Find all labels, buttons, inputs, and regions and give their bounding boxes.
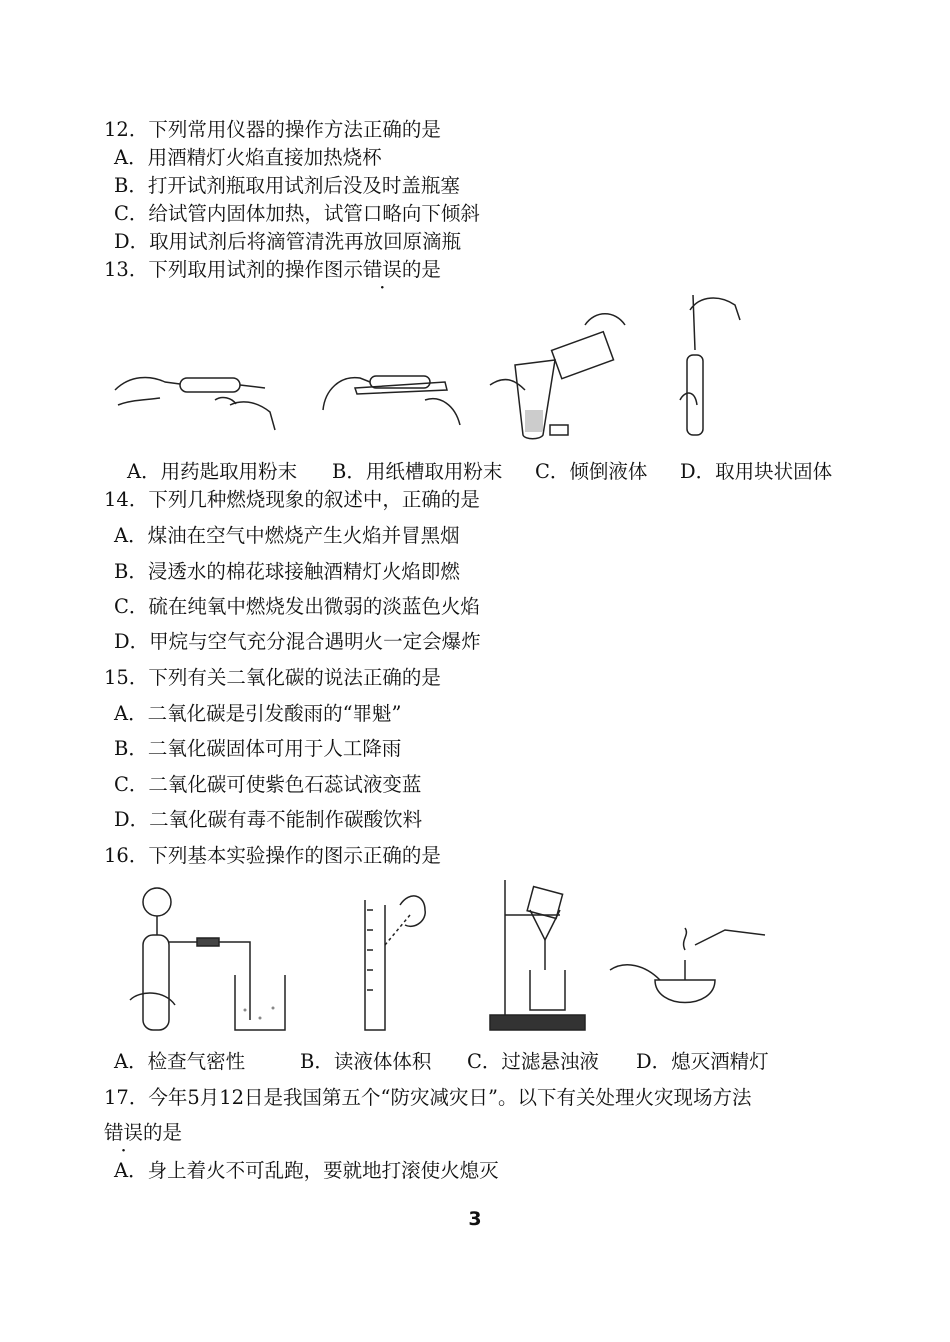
q13-figure-a-spoon	[110, 360, 275, 440]
q14-option-b: B．浸透水的棉花球接触酒精灯火焰即燃	[114, 560, 460, 583]
q12-option-a: A．用酒精灯火焰直接加热烧杯	[114, 146, 382, 169]
page-number: 3	[468, 1208, 482, 1230]
q17-emphasis: 错误	[104, 1121, 144, 1144]
q17-stem-line2	[104, 1121, 182, 1145]
q13-figure-c-pour-liquid	[485, 305, 635, 440]
q15-option-c: C．二氧化碳可使紫色石蕊试液变蓝	[114, 773, 422, 796]
q16-figure-a-airtightness	[125, 880, 285, 1040]
q17-option-a: A．身上着火不可乱跑，要就地打滚使火熄灭	[114, 1159, 499, 1182]
q13-stem-tail: 的是	[401, 258, 441, 281]
q14-option-c: C．硫在纯氧中燃烧发出微弱的淡蓝色火焰	[114, 595, 480, 618]
q13-caption-b: B．用纸槽取用粉末	[332, 460, 503, 483]
q16-stem: 16．下列基本实验操作的图示正确的是	[104, 844, 441, 867]
q13-figure-b-paper-trough	[315, 360, 465, 440]
q15-option-d: D．二氧化碳有毒不能制作碳酸饮料	[114, 808, 423, 831]
q16-figure-b-read-volume	[355, 870, 435, 1035]
q13-caption-d: D．取用块状固体	[680, 460, 833, 483]
q12-stem: 12．下列常用仪器的操作方法正确的是	[104, 118, 441, 141]
q16-figure-d-extinguish-lamp	[605, 900, 775, 1030]
q17-stem-tail: 的是	[143, 1121, 183, 1144]
q13-figure-d-block-solid	[675, 290, 755, 440]
q16-caption-c: C．过滤悬浊液	[467, 1050, 599, 1073]
q16-figure-c-filter	[485, 875, 595, 1035]
q13-caption-a: A．用药匙取用粉末	[127, 460, 298, 483]
q14-option-a: A．煤油在空气中燃烧产生火焰并冒黑烟	[114, 524, 460, 547]
q13-stem-text: 13．下列取用试剂的操作图示	[104, 258, 363, 281]
q15-stem: 15．下列有关二氧化碳的说法正确的是	[104, 666, 441, 689]
q14-stem: 14．下列几种燃烧现象的叙述中，正确的是	[104, 488, 480, 511]
q12-option-d: D．取用试剂后将滴管清洗再放回原滴瓶	[114, 230, 462, 253]
q16-caption-b: B．读液体体积	[300, 1050, 432, 1073]
q15-option-a: A．二氧化碳是引发酸雨的“罪魁”	[114, 702, 402, 725]
q12-option-c: C．给试管内固体加热，试管口略向下倾斜	[114, 202, 480, 225]
q17-stem-line1: 17．今年5月12日是我国第五个“防灾减灾日”。以下有关处理火灾现场方法	[104, 1086, 752, 1109]
q13-emphasis: 错误	[362, 258, 402, 281]
q16-caption-a: A．检查气密性	[114, 1050, 246, 1073]
q14-option-d: D．甲烷与空气充分混合遇明火一定会爆炸	[114, 630, 481, 653]
q15-option-b: B．二氧化碳固体可用于人工降雨	[114, 737, 402, 760]
q13-caption-c: C．倾倒液体	[535, 460, 648, 483]
q16-caption-d: D．熄灭酒精灯	[636, 1050, 769, 1073]
q13-stem	[104, 258, 441, 282]
q12-option-b: B．打开试剂瓶取用试剂后没及时盖瓶塞	[114, 174, 460, 197]
